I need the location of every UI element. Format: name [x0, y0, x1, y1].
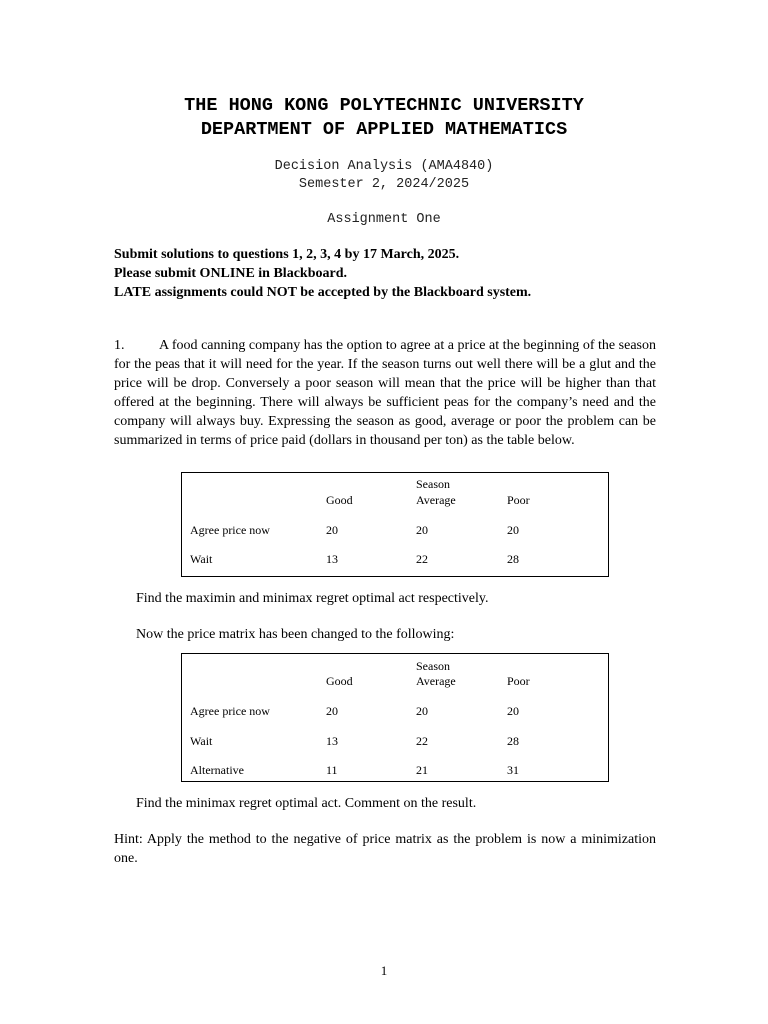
table-cell: 11: [326, 763, 338, 777]
university-title: THE HONG KONG POLYTECHNIC UNIVERSITY: [184, 95, 584, 116]
question-number: 1.: [114, 338, 125, 353]
column-header-average: Average: [416, 493, 456, 507]
table-group-header: Season: [416, 477, 450, 491]
hint-text: Hint: Apply the method to the negative of price matrix as the problem is now a minimization one.: [114, 832, 656, 866]
table-cell: 20: [416, 523, 428, 537]
table-cell: 28: [507, 552, 519, 566]
table-cell: 20: [507, 704, 519, 718]
page-number: 1: [380, 963, 388, 978]
row-label: Wait: [190, 734, 213, 748]
course-title: Decision Analysis (AMA4840): [274, 159, 494, 174]
row-label: Alternative: [190, 763, 244, 777]
price-table-2: [181, 653, 609, 782]
question-1: [114, 336, 656, 450]
table-cell: 20: [326, 704, 338, 718]
column-header-average: Average: [416, 674, 456, 688]
instruction-late: LATE assignments could NOT be accepted by the Blackboard system.: [114, 285, 532, 300]
instruction-online: Please submit ONLINE in Blackboard.: [114, 266, 347, 281]
instruction-deadline: Submit solutions to questions 1, 2, 3, 4 by 17 March, 2025.: [114, 247, 460, 262]
table-cell: 20: [326, 523, 338, 537]
table-cell: 21: [416, 763, 428, 777]
table-group-header: Season: [416, 659, 450, 673]
column-header-good: Good: [326, 674, 353, 688]
assignment-title: Assignment One: [327, 212, 441, 227]
price-table-1: [181, 472, 609, 577]
row-label: Agree price now: [190, 704, 270, 718]
table-cell: 31: [507, 763, 519, 777]
table-cell: 13: [326, 734, 338, 748]
column-header-poor: Poor: [507, 674, 530, 688]
column-header-good: Good: [326, 493, 353, 507]
table-cell: 28: [507, 734, 519, 748]
question-1-part-2: Now the price matrix has been changed to the following:: [136, 627, 455, 642]
semester-label: Semester 2, 2024/2025: [298, 177, 470, 192]
question-1-part-3: Find the minimax regret optimal act. Comment on the result.: [136, 796, 477, 811]
table-cell: 20: [416, 704, 428, 718]
table-cell: 22: [416, 552, 428, 566]
table-cell: 20: [507, 523, 519, 537]
row-label: Wait: [190, 552, 213, 566]
question-1-text: A food canning company has the option to agree at a price at the beginning of the season for the peas that it will need for the year. If the season turns out well there will be a glut and the price will be drop. Conversely a poor season will mean that the price will be higher than that offered at the beginning. There will always be sufficient peas for the company’s need and the company will always buy. Expressing the season as good, average or poor the problem can be summarized in terms of price paid (dollars in thousand per ton) as the table below.: [114, 338, 656, 448]
column-header-poor: Poor: [507, 493, 530, 507]
question-1-part-1: Find the maximin and minimax regret optimal act respectively.: [136, 591, 489, 606]
table-cell: 13: [326, 552, 338, 566]
row-label: Agree price now: [190, 523, 270, 537]
table-cell: 22: [416, 734, 428, 748]
department-title: DEPARTMENT OF APPLIED MATHEMATICS: [200, 119, 568, 140]
